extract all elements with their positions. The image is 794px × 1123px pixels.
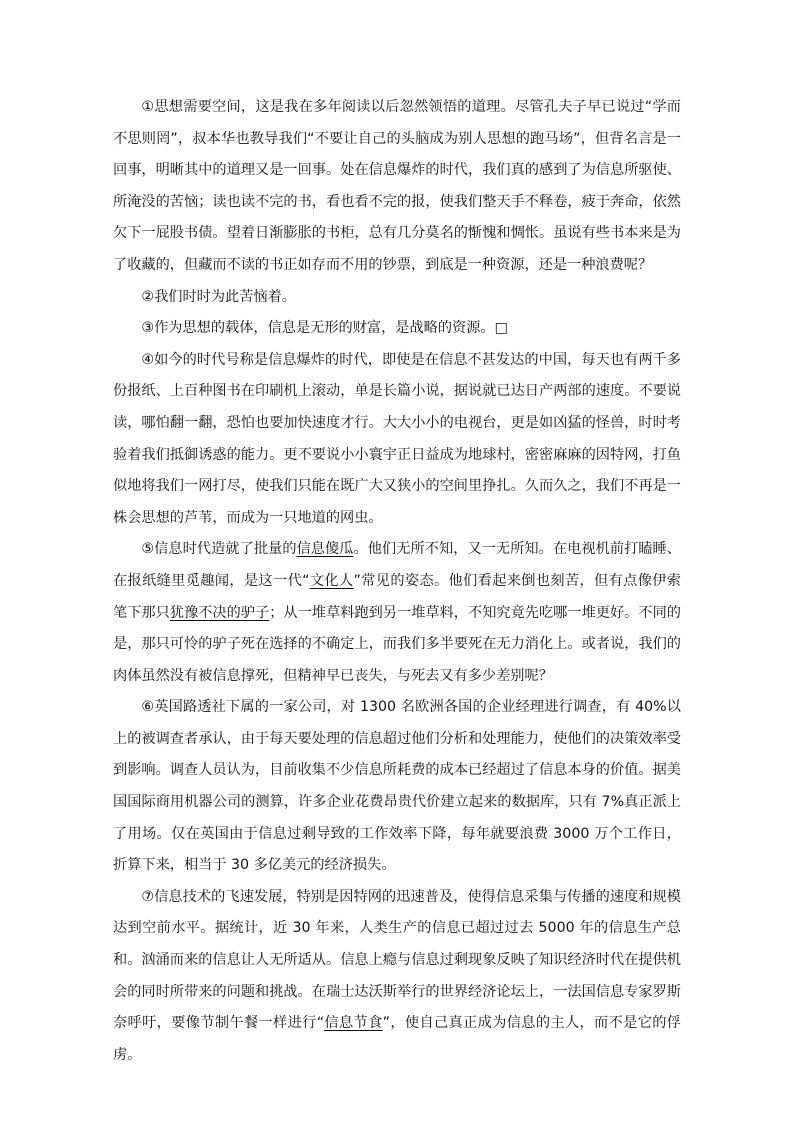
text-run: ④如今的时代号称是信息爆炸的时代，即使是在信息不甚发达的中国，每天也有两千多份报纸、上百种图书在印刷机上滚动，单是长篇小说，据说就已达日产两部的速度。不要说读，哪怕翻一翻，恐怕也要加快速度才行。大大小小的电视台，更是如凶猛的怪兽，时时考验着我们抵御诱惑的能力。更不要说小小寰宇正日益成为地球村，密密麻麻的因特网，打鱼似地将我们一网打尽，使我们只能在既广大又狭小的空间里挣扎。久而久之，我们不再是一株会思想的芦苇，而成为一只地道的网虫。 — [113, 351, 681, 526]
paragraph-2 — [113, 282, 681, 314]
text-run: ”，使自己真正成为信息的主人，而不是它的俘虏。 — [113, 1015, 681, 1063]
article-body — [113, 92, 681, 1071]
text-run: ①思想需要空间，这是我在多年阅读以后忽然领悟的道理。尽管孔夫子早已说过“学而不思则罔”，叔本华也教导我们“不要让自己的头脑成为别人思想的跑马场”，但背名言是一回事，明晰其中的道理又是一回事。处在信息爆炸的时代，我们真的感到了为信息所驱使、所淹没的苦恼；读也读不完的书，看也看不完的报，使我们整天手不释卷，疲于奔命，依然欠下一屁股书债。望着日渐膨胀的书柜，总有几分莫名的惭愧和惆怅。虽说有些书本来是为了收藏的，但藏而不读的书正如存而不用的钞票，到底是一种资源，还是一种浪费呢？ — [113, 99, 681, 273]
text-run: ③作为思想的载体，信息是无形的财富，是战略的资源。□ — [141, 320, 509, 337]
text-run: ；从一堆草料跑到另一堆草料，不知究竟先吃哪一堆更好。不同的是，那只可怜的驴子死在选择的不确定上，而我们多半要死在无力消化上。或者说，我们的肉体虽然没有被信息撑死，但精神早已丧失，与死去又有多少差别呢？ — [113, 604, 681, 684]
paragraph-3 — [113, 313, 681, 345]
underlined-phrase: 信息傻瓜 — [296, 541, 354, 558]
paragraph-1 — [113, 92, 681, 282]
paragraph-6 — [113, 692, 681, 882]
text-run: ②我们时时为此苦恼着。 — [141, 288, 296, 305]
paragraph-5 — [113, 534, 681, 692]
underlined-phrase: 文化人 — [309, 572, 354, 589]
text-run: ⑤信息时代造就了批量的 — [141, 541, 297, 558]
text-run: 。他们无所不知，又一无所知。在电视机前打瞌睡、在报纸缝里觅趣闻，是这一代“ — [113, 541, 681, 589]
underlined-phrase: 犹豫不决的驴子 — [169, 604, 270, 621]
underlined-phrase: 信息节食 — [324, 1015, 383, 1032]
paragraph-7 — [113, 882, 681, 1072]
text-run: ⑦信息技术的飞速发展，特别是因特网的迅速普及，使得信息采集与传播的速度和规模达到空前水平。据统计，近 30 年来，人类生产的信息已超过过去 5000 年的信息生产总和。汹涌而来的信息让人无所适从。信息上瘾与信息过剩现象反映了知识经济时代在提供机会的同时所带来的问题和挑战。在瑞士达沃斯举行的世界经济论坛上，一法国信息专家罗斯奈呼吁，要像节制午餐一样进行“ — [113, 888, 681, 1032]
paragraph-4 — [113, 345, 681, 535]
text-run: ”常见的姿态。他们看起来倒也刻苦，但有点像伊索笔下那只 — [113, 572, 681, 621]
text-run: ⑥英国路透社下属的一家公司，对 1300 名欧洲各国的企业经理进行调查，有 40%以上的被调查者承认，由于每天要处理的信息超过他们分析和处理能力，使他们的决策效率受到影响。调查人员认为，目前收集不少信息所耗费的成本已经超过了信息本身的价值。据美国国际商用机器公司的测算，许多企业花费昂贵代价建立起来的数据库，只有 7%真正派上了用场。仅在英国由于信息过剩导致的工作效率下降，每年就要浪费 3000 万个工作日，折算下来，相当于 30 多亿美元的经济损失。 — [113, 699, 681, 874]
